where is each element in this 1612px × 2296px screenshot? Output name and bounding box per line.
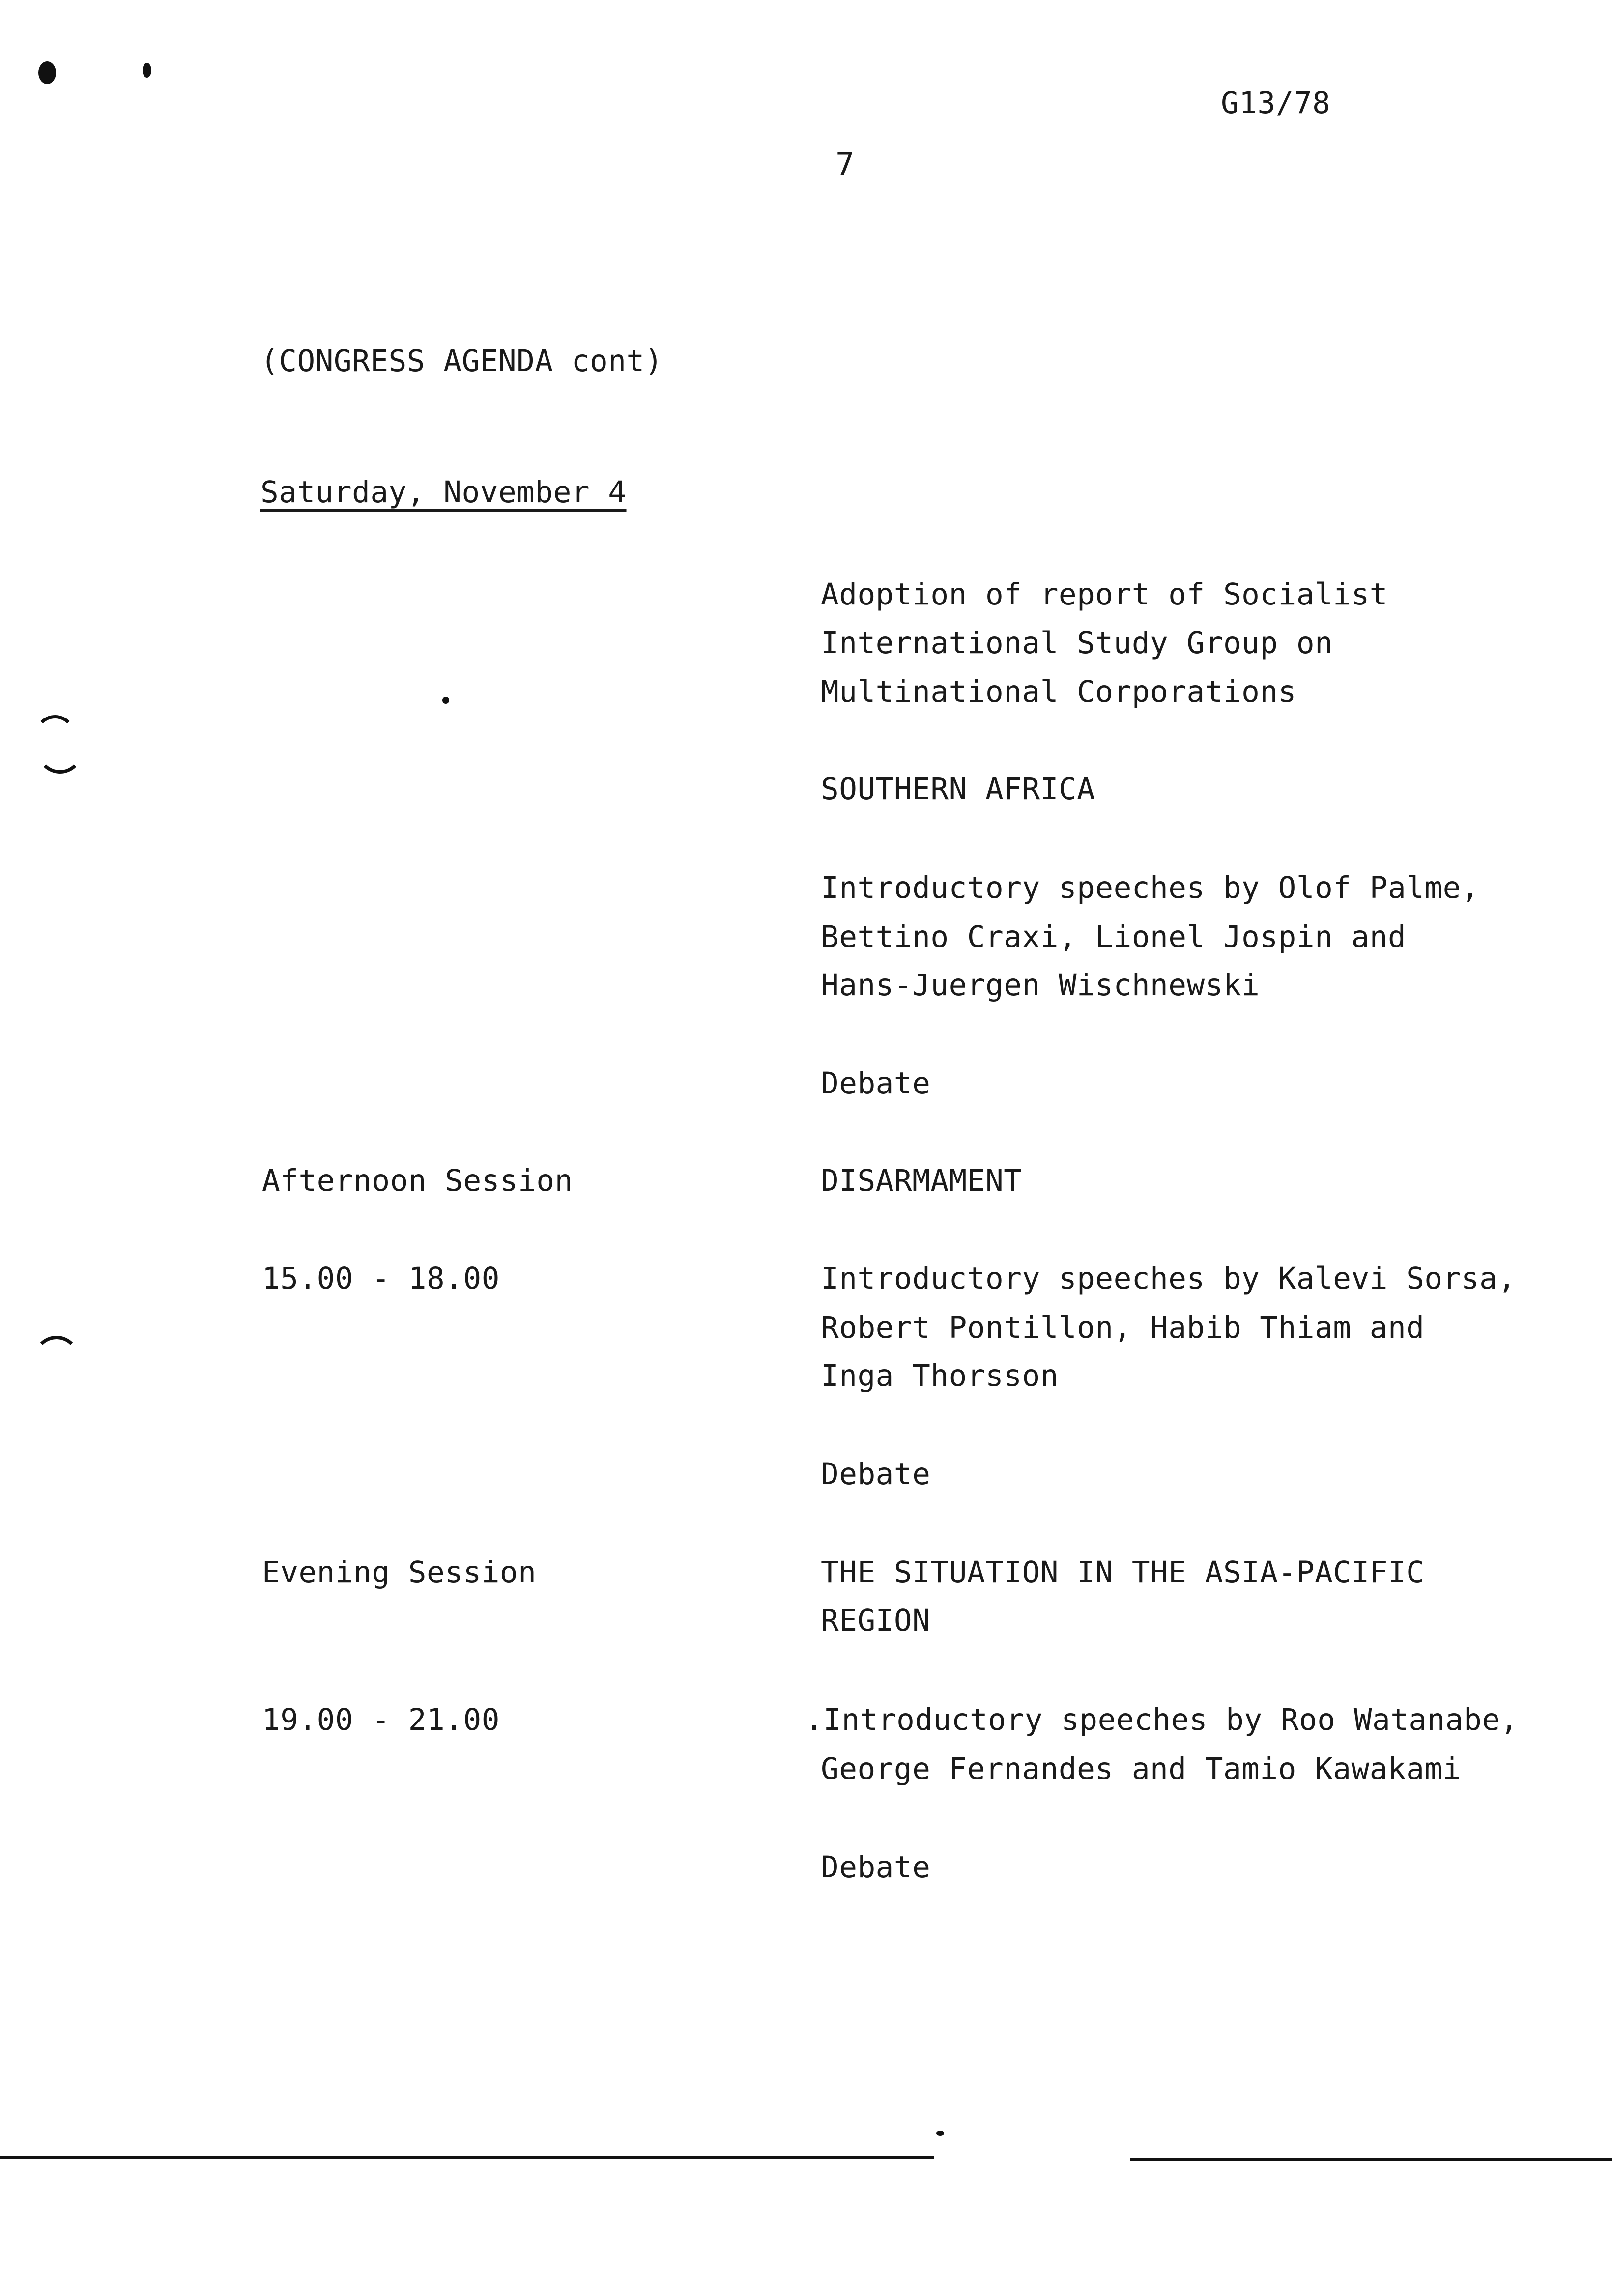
section-heading: (CONGRESS AGENDA cont) xyxy=(260,344,663,378)
binding-hole-arc xyxy=(37,727,83,774)
speakers-text: .Introductory speeches by Roo Watanabe, xyxy=(805,1702,1519,1737)
bottom-rule xyxy=(0,2156,934,2159)
session-time: 15.00 - 18.00 xyxy=(262,1261,500,1296)
agenda-item-title: SOUTHERN AFRICA xyxy=(821,772,1095,806)
session-time: 19.00 - 21.00 xyxy=(262,1702,500,1737)
speakers-text: Introductory speeches by Olof Palme, xyxy=(821,870,1480,905)
agenda-item-text: Adoption of report of Socialist xyxy=(821,577,1388,612)
speakers-text: Robert Pontillon, Habib Thiam and xyxy=(821,1310,1425,1345)
session-label: Afternoon Session xyxy=(262,1163,573,1198)
debate-label: Debate xyxy=(821,1850,931,1885)
document-reference: G13/78 xyxy=(1221,86,1331,120)
speakers-text: Inga Thorsson xyxy=(821,1358,1059,1393)
bottom-rule xyxy=(1130,2158,1612,2161)
agenda-item-title: DISARMAMENT xyxy=(821,1163,1022,1198)
agenda-item-title: THE SITUATION IN THE ASIA-PACIFIC xyxy=(821,1555,1425,1590)
agenda-item-title: REGION xyxy=(821,1603,931,1638)
debate-label: Debate xyxy=(821,1457,931,1492)
speakers-text: Bettino Craxi, Lionel Jospin and xyxy=(821,919,1407,954)
agenda-date: Saturday, November 4 xyxy=(260,475,627,510)
speakers-text: Hans-Juergen Wischnewski xyxy=(821,968,1260,1003)
agenda-item-text: Multinational Corporations xyxy=(821,674,1296,709)
agenda-item-text: International Study Group on xyxy=(821,626,1333,660)
speck xyxy=(442,697,449,704)
debate-label: Debate xyxy=(821,1066,931,1101)
page-number: 7 xyxy=(835,146,855,183)
binding-hole-arc xyxy=(33,1336,80,1382)
punch-mark xyxy=(143,63,151,78)
speakers-text: Introductory speeches by Kalevi Sorsa, xyxy=(821,1261,1516,1296)
punch-mark xyxy=(38,61,56,84)
speakers-text: George Fernandes and Tamio Kawakami xyxy=(821,1751,1461,1786)
speck xyxy=(936,2131,944,2136)
session-label: Evening Session xyxy=(262,1555,537,1590)
